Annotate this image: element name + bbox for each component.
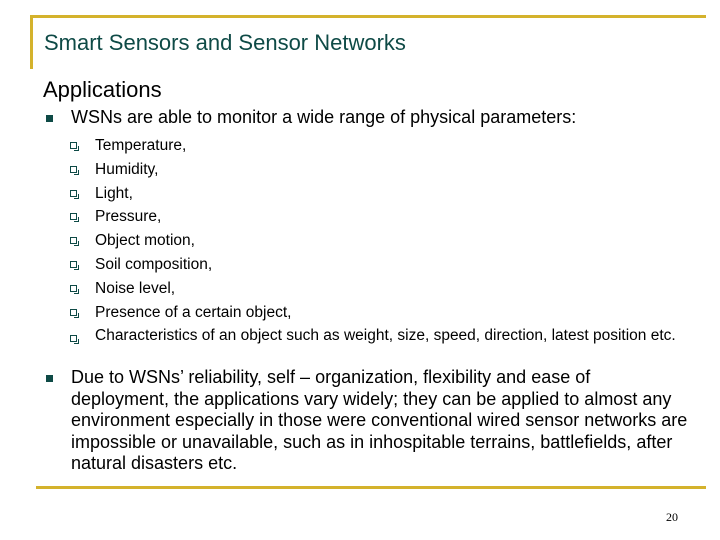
sub-list-item (95, 205, 695, 229)
sub-item-text: Light, (95, 184, 133, 202)
sub-list-item (95, 324, 695, 344)
bullet-text-1: WSNs are able to monitor a wide range of physical parameters: (71, 107, 577, 127)
hollow-square-bullet-icon (70, 213, 77, 220)
sub-item-text: Presence of a certain object, (95, 303, 292, 321)
sub-item-text: Soil composition, (95, 255, 213, 273)
sub-list-item (95, 182, 695, 206)
hollow-square-bullet-icon (70, 285, 77, 292)
sub-bullet-list (95, 134, 695, 344)
sub-item-text: Temperature, (95, 137, 187, 154)
hollow-square-bullet-icon (70, 166, 77, 173)
title-frame-horizontal-rule (30, 15, 706, 18)
sub-item-text: Humidity, (95, 160, 159, 178)
sub-item-text: Pressure, (95, 208, 162, 226)
sub-list-item (95, 301, 695, 325)
bullet-text-2: Due to WSNs’ reliability, self – organization, flexibility and ease of deployment, the applications vary widely; they can be applied to almost any environment especially in those were conventional wired sensor networks are impossible or unavailable, such as in inhospitable terrains, battlefields, after natural disasters etc. (71, 367, 688, 473)
hollow-square-bullet-icon (70, 309, 77, 316)
filled-square-bullet-icon (46, 115, 53, 122)
title-frame-vertical-rule (30, 15, 33, 69)
footer-rule (36, 486, 706, 489)
filled-square-bullet-icon (46, 375, 53, 382)
hollow-square-bullet-icon (70, 237, 77, 244)
section-heading: Applications (43, 77, 162, 102)
hollow-square-bullet-icon (70, 335, 77, 342)
sub-list-item (95, 158, 695, 182)
sub-list-item (95, 277, 695, 301)
sub-list-item (95, 134, 695, 158)
sub-list-item (95, 229, 695, 253)
sub-item-text: Characteristics of an object such as weight, size, speed, direction, latest position etc. (95, 327, 676, 345)
hollow-square-bullet-icon (70, 142, 77, 149)
hollow-square-bullet-icon (70, 261, 77, 268)
hollow-square-bullet-icon (70, 190, 77, 197)
sub-item-text: Noise level, (95, 279, 176, 297)
sub-item-text: Object motion, (95, 232, 195, 250)
slide-title: Smart Sensors and Sensor Networks (44, 30, 406, 55)
page-number: 20 (666, 510, 678, 524)
sub-list-item (95, 253, 695, 277)
